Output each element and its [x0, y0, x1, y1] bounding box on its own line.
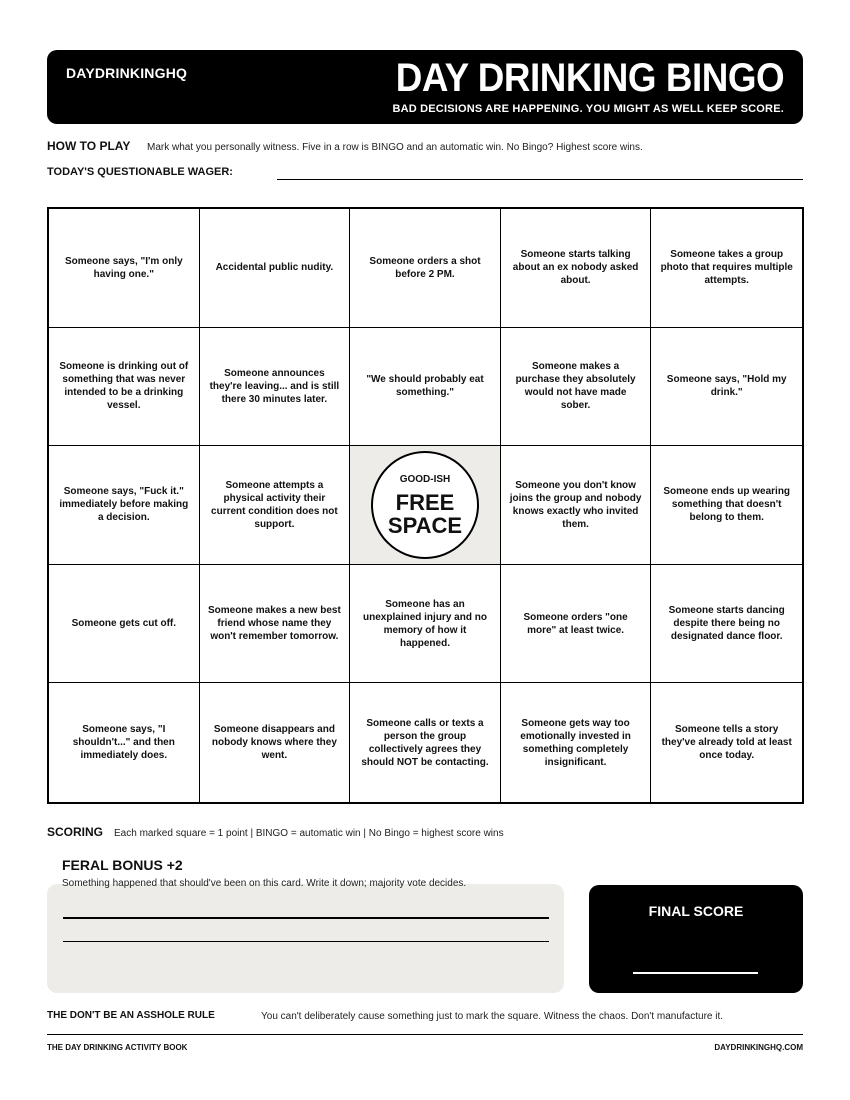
bingo-square-text: Someone starts talking about an ex nobody asked about.: [512, 249, 639, 287]
bingo-square-text: Someone says, "Fuck it." immediately before making a decision.: [59, 486, 189, 524]
footer-website: DAYDRINKINGHQ.COM: [714, 1043, 803, 1052]
footer-divider: [47, 1034, 803, 1035]
bingo-square-text: Someone says, "I'm only having one.": [64, 255, 183, 280]
footer-book-title: THE DAY DRINKING ACTIVITY BOOK: [47, 1043, 188, 1052]
page-title: DAY DRINKING BINGO: [395, 56, 784, 100]
how-to-play-text: Mark what you personally witness. Five in a row is BINGO and an automatic win. No Bingo? Highest score wins.: [147, 142, 643, 153]
bingo-square-text: "We should probably eat something.": [366, 374, 484, 399]
bingo-square-text: Someone orders a shot before 2 PM.: [369, 255, 481, 280]
bingo-square-text: Someone disappears and nobody knows where they went.: [211, 724, 337, 762]
bingo-square-text: Someone makes a new best friend whose name they won't remember tomorrow.: [207, 605, 341, 643]
free-space-top-label: GOOD-ISH: [399, 473, 451, 485]
bingo-square-text: Someone you don't know joins the group and nobody knows exactly who invited them.: [509, 479, 642, 530]
bingo-square[interactable]: [350, 209, 501, 328]
final-score-label: FINAL SCORE: [648, 903, 744, 919]
wager-write-in-line[interactable]: [277, 179, 803, 180]
bingo-square[interactable]: [200, 209, 351, 328]
bingo-square[interactable]: [49, 683, 200, 802]
bingo-square[interactable]: [501, 209, 652, 328]
bingo-square[interactable]: [49, 446, 200, 565]
page-subtitle: BAD DECISIONS ARE HAPPENING. YOU MIGHT AS WELL KEEP SCORE.: [392, 103, 784, 115]
feral-bonus-description: Something happened that should've been on this card. Write it down; majority vote decides.: [62, 878, 467, 889]
bingo-grid: [47, 207, 804, 804]
bingo-square[interactable]: [350, 565, 501, 684]
rule-label: THE DON'T BE AN ASSHOLE RULE: [47, 1010, 215, 1021]
bingo-square-text: Someone tells a story they've already told at least once today.: [661, 724, 792, 762]
bingo-square[interactable]: [651, 446, 802, 565]
bingo-square[interactable]: [501, 328, 652, 447]
feral-bonus-title: FERAL BONUS +2: [62, 857, 183, 873]
bingo-square[interactable]: [200, 683, 351, 802]
bingo-square-text: Someone announces they're leaving... and is still there 30 minutes later.: [209, 367, 340, 405]
feral-bonus-box: [47, 884, 564, 993]
scoring-label: SCORING: [47, 825, 104, 839]
bingo-square[interactable]: [651, 683, 802, 802]
final-score-write-line[interactable]: [633, 972, 758, 974]
bingo-square[interactable]: [651, 565, 802, 684]
bingo-square-text: Someone makes a purchase they absolutely would not have made sober.: [515, 361, 636, 412]
bingo-square-text: Someone says, "I shouldn't..." and then immediately does.: [72, 724, 175, 762]
bingo-square-text: Someone gets way too emotionally invested in something completely insignificant.: [520, 717, 631, 768]
header-banner: [47, 50, 803, 124]
feral-bonus-write-line[interactable]: [63, 941, 549, 942]
feral-bonus-write-line[interactable]: [63, 917, 549, 919]
bingo-square[interactable]: [350, 683, 501, 802]
wager-label: TODAY'S QUESTIONABLE WAGER:: [47, 166, 233, 178]
bingo-square[interactable]: [200, 565, 351, 684]
bingo-square-text: Someone orders "one more" at least twice.: [523, 611, 628, 636]
bingo-square[interactable]: [49, 565, 200, 684]
brand-name: DAYDRINKINGHQ: [66, 65, 188, 81]
bingo-square-text: Someone says, "Hold my drink.": [666, 374, 787, 399]
final-score-box: [589, 885, 803, 993]
bingo-square[interactable]: [501, 446, 652, 565]
bingo-square-text: Someone attempts a physical activity their current condition does not support.: [211, 479, 338, 530]
bingo-square[interactable]: [49, 209, 200, 328]
bingo-square-text: Someone calls or texts a person the group collectively agrees they should NOT be contacting.: [361, 717, 489, 768]
bingo-square[interactable]: [651, 209, 802, 328]
free-space-line1: FREE: [395, 489, 455, 515]
bingo-square[interactable]: [200, 446, 351, 565]
bingo-square-text: Someone takes a group photo that requires multiple attempts.: [660, 249, 793, 287]
how-to-play-label: HOW TO PLAY: [47, 139, 131, 153]
bingo-square-text: Someone is drinking out of something that was never intended to be a drinking vessel.: [59, 361, 189, 412]
scoring-section: [47, 825, 504, 839]
bingo-square-text: Accidental public nudity.: [215, 262, 334, 274]
free-space-circle: [371, 451, 479, 559]
bingo-square[interactable]: [200, 328, 351, 447]
free-space-cell[interactable]: [350, 446, 501, 565]
rule-text: You can't deliberately cause something just to mark the square. Witness the chaos. Don't manufacture it.: [261, 1011, 724, 1022]
bingo-square-text: Someone starts dancing despite there being no designated dance floor.: [668, 605, 785, 643]
bingo-square-text: Someone ends up wearing something that doesn't belong to them.: [663, 486, 791, 524]
how-to-play: [47, 139, 643, 153]
bingo-square[interactable]: [651, 328, 802, 447]
free-space-line2: SPACE: [387, 512, 463, 538]
bingo-square-text: Someone has an unexplained injury and no memory of how it happened.: [363, 598, 487, 649]
bingo-square[interactable]: [501, 683, 652, 802]
bingo-square[interactable]: [350, 328, 501, 447]
bingo-square[interactable]: [501, 565, 652, 684]
bingo-square[interactable]: [49, 328, 200, 447]
scoring-text: Each marked square = 1 point | BINGO = automatic win | No Bingo = highest score wins: [114, 828, 504, 839]
bingo-square-text: Someone gets cut off.: [71, 618, 177, 630]
